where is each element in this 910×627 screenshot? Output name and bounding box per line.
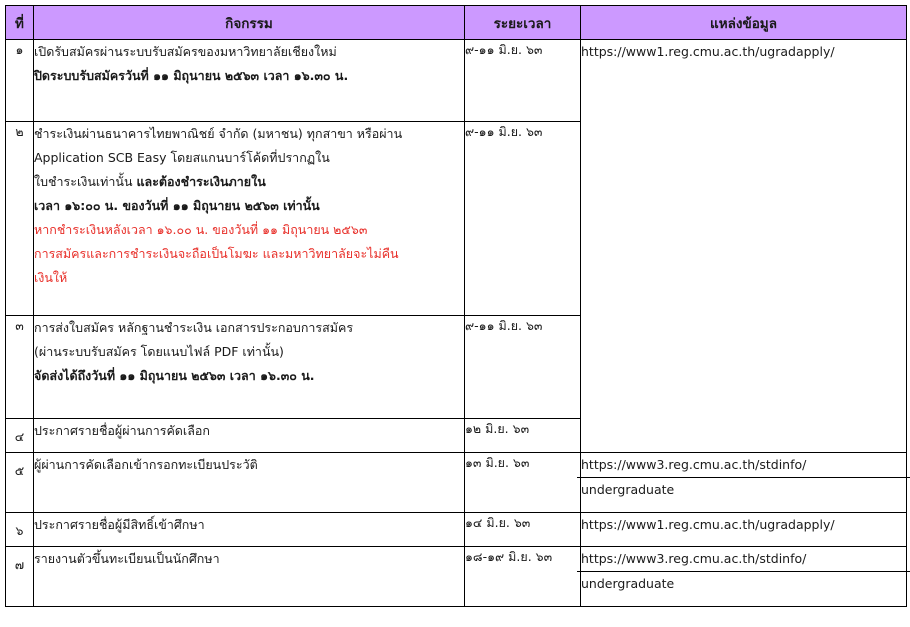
activity-text: Application SCB Easy โดยสแกนบาร์โค้ดที่ปรากฏใน	[34, 150, 330, 165]
row-number: ๗	[6, 547, 34, 607]
time-cell: ๑๒ มิ.ย. ๖๓	[465, 419, 581, 453]
time-cell: ๙-๑๑ มิ.ย. ๖๓	[465, 122, 581, 316]
header-time: ระยะเวลา	[465, 6, 581, 40]
row-number: ๕	[6, 453, 34, 513]
row-number: ๒	[6, 122, 34, 316]
activity-text: ประกาศรายชื่อผู้มีสิทธิ์เข้าศึกษา	[34, 517, 205, 532]
activity-emphasis: และต้องชำระเงินภายใน	[136, 174, 266, 189]
row-number: ๔	[6, 419, 34, 453]
row-number: ๑	[6, 40, 34, 122]
table-header-row	[6, 6, 907, 40]
activity-text: การส่งใบสมัคร หลักฐานชำระเงิน เอกสารประกอบการสมัคร	[34, 320, 354, 335]
header-source: แหล่งข้อมูล	[581, 6, 907, 40]
source-cell	[581, 40, 907, 453]
source-cell	[581, 513, 907, 547]
time-cell: ๑๘-๑๙ มิ.ย. ๖๓	[465, 547, 581, 607]
activity-deadline: เวลา ๑๖:๐๐ น. ของวันที่ ๑๑ มิถุนายน ๒๕๖๓ เท่านั้น	[34, 198, 320, 213]
table-row	[6, 513, 907, 547]
row-number: ๓	[6, 316, 34, 419]
activity-text: ประกาศรายชื่อผู้ผ่านการคัดเลือก	[34, 423, 210, 438]
time-cell: ๙-๑๑ มิ.ย. ๖๓	[465, 40, 581, 122]
header-activity: กิจกรรม	[34, 6, 465, 40]
source-link-continued[interactable]: undergraduate	[581, 482, 675, 497]
source-link[interactable]: https://www3.reg.cmu.ac.th/stdinfo/	[577, 453, 910, 478]
activity-text: ชำระเงินผ่านธนาคารไทยพาณิชย์ จำกัด (มหาชน) ทุกสาขา หรือผ่าน	[34, 126, 403, 141]
source-link[interactable]: https://www3.reg.cmu.ac.th/stdinfo/	[577, 547, 910, 572]
activity-cell	[34, 122, 465, 316]
activity-warning: หากชำระเงินหลังเวลา ๑๖.๐๐ น. ของวันที่ ๑๑ มิถุนายน ๒๕๖๓	[34, 222, 368, 237]
activity-text: เปิดรับสมัครผ่านระบบรับสมัครของมหาวิทยาลัยเชียงใหม่	[34, 44, 337, 59]
activity-text: ใบชำระเงินเท่านั้น	[34, 174, 133, 189]
time-cell: ๙-๑๑ มิ.ย. ๖๓	[465, 316, 581, 419]
activity-text: รายงานตัวขึ้นทะเบียนเป็นนักศึกษา	[34, 551, 220, 566]
activity-deadline: จัดส่งได้ถึงวันที่ ๑๑ มิถุนายน ๒๕๖๓ เวลา ๑๖.๓๐ น.	[34, 368, 315, 383]
row-number: ๖	[6, 513, 34, 547]
source-link[interactable]: https://www1.reg.cmu.ac.th/ugradapply/	[581, 44, 835, 59]
time-cell: ๑๓ มิ.ย. ๖๓	[465, 453, 581, 513]
activity-cell	[34, 547, 465, 607]
activity-cell	[34, 40, 465, 122]
activity-text: (ผ่านระบบรับสมัคร โดยแนบไฟล์ PDF เท่านั้น)	[34, 344, 284, 359]
table-row	[6, 40, 907, 122]
source-link-continued[interactable]: undergraduate	[581, 576, 675, 591]
activity-cell	[34, 316, 465, 419]
table-row	[6, 547, 907, 607]
header-no: ที่	[6, 6, 34, 40]
table-row	[6, 453, 907, 513]
activity-cell	[34, 453, 465, 513]
schedule-table	[5, 5, 907, 607]
activity-warning: เงินให้	[34, 270, 68, 285]
activity-warning: การสมัครและการชำระเงินจะถือเป็นโมฆะ และมหาวิทยาลัยจะไม่คืน	[34, 246, 399, 261]
activity-text: ผู้ผ่านการคัดเลือกเข้ากรอกทะเบียนประวัติ	[34, 457, 258, 472]
source-link[interactable]: https://www1.reg.cmu.ac.th/ugradapply/	[581, 517, 835, 532]
source-cell	[581, 453, 907, 513]
time-cell: ๑๔ มิ.ย. ๖๓	[465, 513, 581, 547]
source-cell	[581, 547, 907, 607]
activity-cell	[34, 419, 465, 453]
activity-cell	[34, 513, 465, 547]
activity-deadline: ปิดระบบรับสมัครวันที่ ๑๑ มิถุนายน ๒๕๖๓ เวลา ๑๖.๓๐ น.	[34, 68, 349, 83]
